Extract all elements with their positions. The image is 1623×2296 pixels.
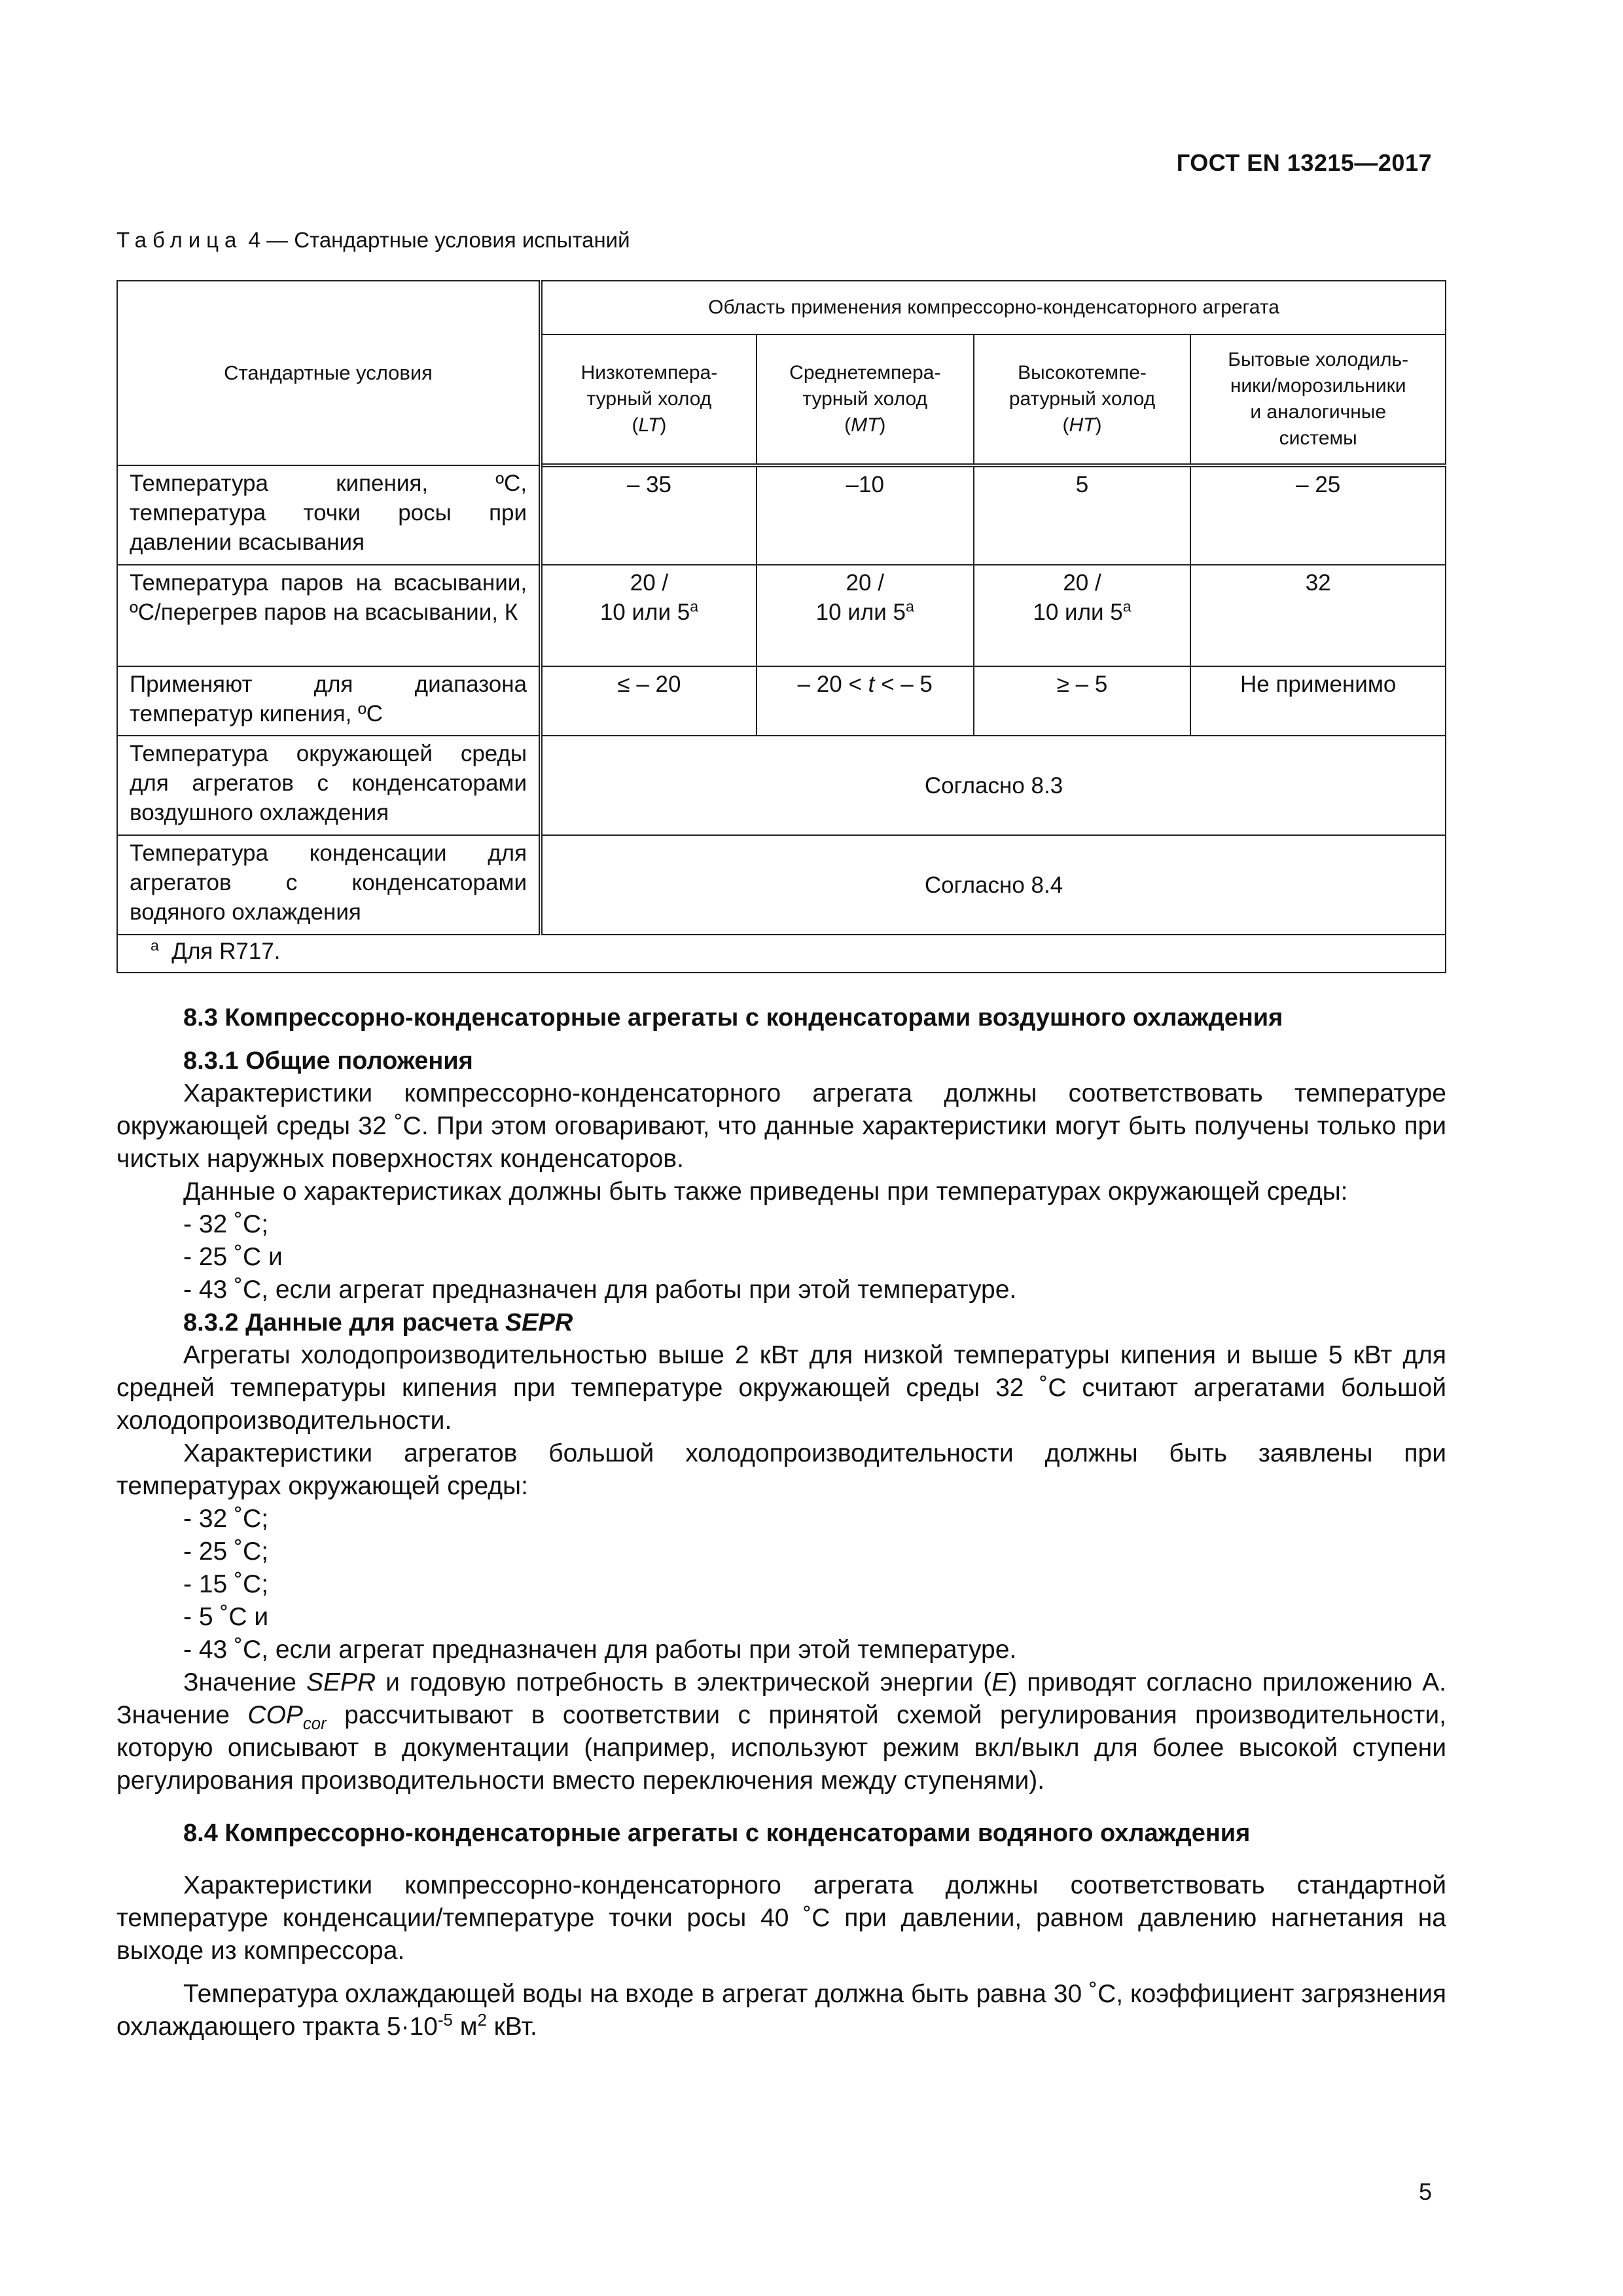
paragraph: Значение SEPR и годовую потребность в электрической энергии (E) приводят согласно приложению А. Значение $COP_{cor}$ рассчитывают в соответствии с принятой схемой регулирования производительности, которую описывают в документации (например, используют режим вкл/выкл для более высокой ступени регулирования производительности вместо переключения между ступенями). (116, 1668, 1446, 1795)
list-item: - 5 ˚С и (183, 1603, 269, 1631)
paragraph: Температура охлаждающей воды на входе в агрегат должна быть равна 30 ˚С, коэффициент загрязнения охлаждающего тракта $5\cdot 10^{-5}$ $м^2$ кВт. (116, 1980, 1446, 2041)
standard-conditions-table (116, 280, 1446, 973)
table-row (117, 736, 1446, 835)
condition-cell: Применяют для диапазона температур кипения, ºC (117, 666, 541, 736)
list-item: - 25 ˚С; (183, 1537, 269, 1566)
page-number: 5 (1418, 2178, 1432, 2205)
section-heading-8-4: 8.4 Компрессорно-конденсаторные агрегаты с конденсаторами водяного охлаждения (183, 1820, 1251, 1847)
table-row (117, 465, 1446, 565)
subsection-heading-8-3-1: 8.3.1 Общие положения (183, 1047, 473, 1075)
list-item: - 15 ˚С; (183, 1570, 269, 1598)
paragraph: Характеристики агрегатов большой холодопроизводительности должны быть заявлены при температурах окружающей среды: (116, 1439, 1446, 1500)
list-item: - 32 ˚С; (183, 1505, 269, 1533)
condition-cell: Температура окружающей среды для агрегатов с конденсаторами воздушного охлаждения (117, 736, 541, 835)
value-cell: 20 / 10 или 5$^a$ (974, 565, 1191, 666)
section-heading-8-3: 8.3 Компрессорно-конденсаторные агрегаты с конденсаторами воздушного охлаждения (183, 1004, 1283, 1031)
value-cell: 5 (974, 465, 1191, 565)
table-caption-text: 4 — Стандартные условия испытаний (242, 228, 630, 252)
paragraph: Характеристики компрессорно-конденсаторного агрегата должны соответствовать стандартной температуре конденсации/температуре точки росы 40 ˚С при давлении, равном давлению нагнетания на выходе из компрессора. (116, 1871, 1446, 1965)
list-item: - 25 ˚С и (183, 1243, 283, 1271)
table-caption (116, 228, 630, 253)
value-cell: Не применимо (1190, 666, 1446, 736)
value-cell: – 25 (1190, 465, 1446, 565)
subsection-heading-8-3-2: 8.3.2 Данные для расчета SEPR (183, 1309, 573, 1336)
table-row (117, 565, 1446, 666)
merged-value-cell: Согласно 8.3 (541, 736, 1446, 835)
value-cell: 32 (1190, 565, 1446, 666)
table-row (117, 666, 1446, 736)
column-header-mt: Среднетемпера- турный холод (MT) (757, 334, 974, 465)
paragraph: Данные о характеристиках должны быть также приведены при температурах окружающей среды: (183, 1177, 1348, 1206)
table-caption-prefix: Таблица (116, 228, 243, 252)
group-header: Область применения компрессорно-конденсаторного агрегата (541, 281, 1446, 334)
table-footnote: $^a$ Для R717. (117, 935, 1446, 973)
merged-value-cell: Согласно 8.4 (541, 835, 1446, 935)
value-cell: – 35 (541, 465, 757, 565)
stub-header: Стандартные условия (117, 281, 541, 465)
list-item: - 43 ˚С, если агрегат предназначен для работы при этой температуре. (183, 1636, 1017, 1664)
value-cell: ≥ – 5 (974, 666, 1191, 736)
value-cell: ≤ – 20 (541, 666, 757, 736)
list-item: - 32 ˚С; (183, 1210, 269, 1238)
paragraph: Характеристики компрессорно-конденсаторного агрегата должны соответствовать температуре окружающей среды 32 ˚С. При этом оговаривают, что данные характеристики могут быть получены только при чистых наружных поверхностях конденсаторов. (116, 1079, 1446, 1173)
column-header-ht: Высокотемпе- ратурный холод (HT) (974, 334, 1191, 465)
table-row (117, 835, 1446, 935)
section-text (116, 1001, 1446, 2043)
condition-cell: Температура паров на всасывании, ºC/перегрев паров на всасывании, К (117, 565, 541, 666)
list-item: - 43 ˚С, если агрегат предназначен для работы при этой температуре. (183, 1276, 1017, 1304)
paragraph: Агрегаты холодопроизводительностью выше 2 кВт для низкой температуры кипения и выше 5 кВт для средней температуры кипения при температуре окружающей среды 32 ˚С считают агрегатами большой холодопроизводительности. (116, 1341, 1446, 1435)
column-header-lt: Низкотемпера- турный холод (LT) (541, 334, 757, 465)
value-cell: –10 (757, 465, 974, 565)
value-cell: 20 / 10 или 5$^a$ (757, 565, 974, 666)
column-header-household: Бытовые холодиль- ники/морозильники и аналогичные системы (1190, 334, 1446, 465)
condition-cell: Температура кипения, ºC, температура точки росы при давлении всасывания (117, 465, 541, 565)
value-cell: 20 / 10 или 5$^a$ (541, 565, 757, 666)
value-cell: – 20 < t < – 5 (757, 666, 974, 736)
condition-cell: Температура конденсации для агрегатов с конденсаторами водяного охлаждения (117, 835, 541, 935)
document-header: ГОСТ EN 13215—2017 (1176, 149, 1432, 176)
